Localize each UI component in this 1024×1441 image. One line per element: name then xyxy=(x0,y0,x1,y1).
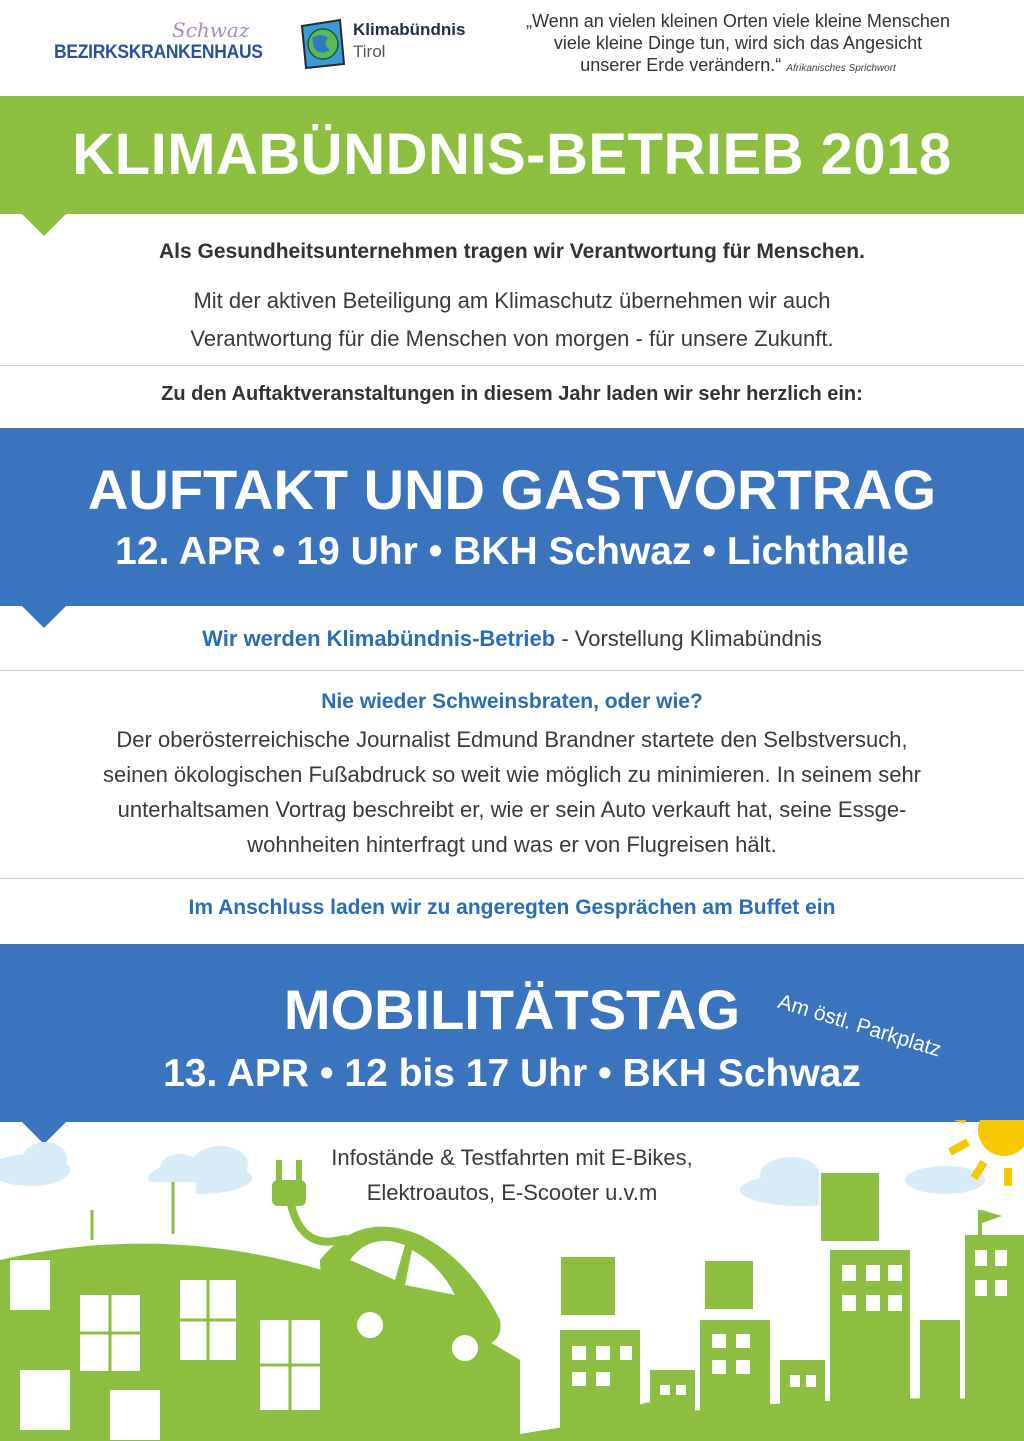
talk-line: Der oberösterreichische Journalist Edmund Brandner startete den Selbstversuch, xyxy=(116,727,908,752)
quote-line: unserer Erde verändern.“ xyxy=(580,55,782,75)
klimabuendnis-logo-name: Klimabündnis xyxy=(353,20,466,39)
klima-presentation xyxy=(0,626,1024,652)
event1-details: 12. APR • 19 Uhr • BKH Schwaz • Lichthalle xyxy=(115,530,909,573)
intro-headline: Als Gesundheitsunternehmen tragen wir Verantwortung für Menschen. xyxy=(159,240,865,263)
bkh-logo xyxy=(54,18,264,70)
divider xyxy=(0,365,1024,366)
bkh-logo-script: Schwaz xyxy=(172,18,250,42)
mobility-info xyxy=(0,1140,1024,1210)
event2-details: 13. APR • 12 bis 17 Uhr • BKH Schwaz xyxy=(163,1052,861,1095)
info-line: Infostände & Testfahrten mit E-Bikes, xyxy=(331,1145,693,1170)
buffet-note: Im Anschluss laden wir zu angeregten Gesprächen am Buffet ein xyxy=(188,896,836,919)
header xyxy=(0,0,1024,96)
talk-description xyxy=(0,722,1024,862)
event1-title: AUFTAKT UND GASTVORTRAG xyxy=(87,458,937,521)
globe-icon xyxy=(300,18,346,70)
quote-line: viele kleine Dinge tun, wird sich das Angesicht xyxy=(553,33,923,53)
main-title: KLIMABÜNDNIS-BETRIEB 2018 xyxy=(72,122,952,187)
buildings xyxy=(560,1235,1024,1441)
invitation-text: Zu den Auftaktveranstaltungen in diesem Jahr laden wir sehr herzlich ein: xyxy=(161,383,863,405)
event1-banner xyxy=(0,428,1024,606)
bkh-logo-wordmark: BEZIRKSKRANKENHAUS xyxy=(54,42,263,63)
talk-line: wohnheiten hinterfragt und was er von Flugreisen hält. xyxy=(247,832,777,857)
talk-line: unterhaltsamen Vortrag beschreibt er, wie er sein Auto verkauft hat, seine Essge- xyxy=(117,797,907,822)
title-banner xyxy=(0,96,1024,214)
divider xyxy=(0,878,1024,879)
divider xyxy=(0,670,1024,671)
event2-title: MOBILITÄTSTAG xyxy=(283,978,741,1041)
quote xyxy=(508,10,968,80)
info-line: Elektroautos, E-Scooter u.v.m xyxy=(366,1180,658,1205)
intro-text xyxy=(0,282,1024,358)
talk-line: seinen ökologischen Fußabdruck so weit wie möglich zu minimieren. In seinem sehr xyxy=(102,762,922,787)
talk-title: Nie wieder Schweinsbraten, oder wie? xyxy=(321,690,703,713)
intro-line: Verantwortung für die Menschen von morgen - für unsere Zukunft. xyxy=(190,326,834,351)
klima-presentation-title: Wir werden Klimabündnis-Betrieb xyxy=(202,626,556,651)
location-note: Am östl. Parkplatz xyxy=(775,990,944,1062)
klimabuendnis-logo xyxy=(300,14,480,74)
intro-line: Mit der aktiven Beteiligung am Klimaschutz übernehmen wir auch xyxy=(193,288,831,313)
quote-line: „Wenn an vielen kleinen Orten viele kleine Menschen xyxy=(526,11,950,31)
flag-icon xyxy=(980,1210,1002,1235)
klimabuendnis-logo-region: Tirol xyxy=(353,42,386,61)
quote-line-last xyxy=(508,54,968,80)
klima-presentation-subtitle: - Vorstellung Klimabündnis xyxy=(555,626,822,651)
quote-source: Afrikanisches Sprichwort xyxy=(786,63,896,74)
